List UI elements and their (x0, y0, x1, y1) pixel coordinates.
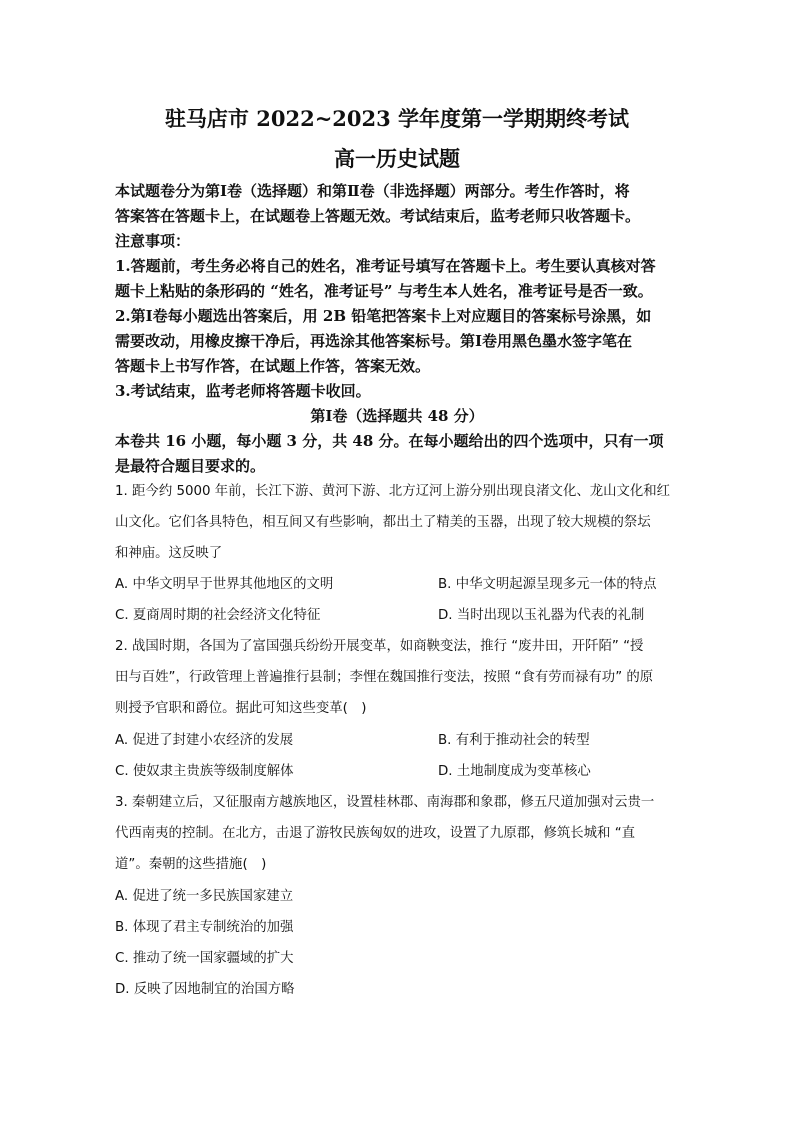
question-1-text: 山文化。它们各具特色，相互间又有些影响，都出土了精美的玉器，出现了较大规模的祭坛 (115, 515, 651, 530)
question-3-text: 3. 秦朝建立后，又征服南方越族地区，设置桂林郡、南海郡和象郡，修五尺道加强对云贵一 (115, 795, 655, 810)
section-desc: 是最符合题目要求的。 (115, 457, 266, 475)
notice-item: 3.考试结束，监考老师将答题卡收回。 (115, 382, 371, 400)
question-2-option-b[interactable]: B. 有利于推动社会的转型 (438, 733, 590, 748)
notice-heading: 注意事项： (115, 232, 191, 250)
section-desc: 本卷共 16 小题，每小题 3 分，共 48 分。在每小题给出的四个选项中，只有一项 (115, 432, 664, 450)
question-1-option-a[interactable]: A. 中华文明早于世界其他地区的文明 (115, 577, 334, 592)
notice-item: 1.答题前，考生务必将自己的姓名，准考证号填写在答题卡上。考生要认真核对答 (115, 257, 656, 275)
question-2-option-a[interactable]: A. 促进了封建小农经济的发展 (115, 733, 294, 748)
exam-title: 驻马店市 2022~2023 学年度第一学期期终考试 (164, 106, 630, 131)
question-1-text: 和神庙。这反映了 (115, 546, 223, 561)
question-3-option-a[interactable]: A. 促进了统一多民族国家建立 (115, 889, 294, 904)
question-1-option-d[interactable]: D. 当时出现以玉礼器为代表的礼制 (438, 608, 645, 623)
intro-line: 本试题卷分为第Ⅰ卷（选择题）和第Ⅱ卷（非选择题）两部分。考生作答时，将 (115, 182, 630, 200)
notice-item: 题卡上粘贴的条形码的 “姓名，准考证号” 与考生本人姓名，准考证号是否一致。 (115, 282, 653, 300)
question-1-option-b[interactable]: B. 中华文明起源呈现多元一体的特点 (438, 577, 657, 592)
exam-subtitle: 高一历史试题 (334, 146, 460, 171)
question-1-option-c[interactable]: C. 夏商周时期的社会经济文化特征 (115, 608, 321, 623)
question-3-option-c[interactable]: C. 推动了统一国家疆域的扩大 (115, 951, 294, 966)
question-2-text: 则授予官职和爵位。据此可知这些变革( ) (115, 701, 367, 716)
question-3-text: 代西南夷的控制。在北方，击退了游牧民族匈奴的进攻，设置了九原郡，修筑长城和 “直 (115, 826, 636, 841)
section-title: 第Ⅰ卷（选择题共 48 分） (310, 407, 484, 425)
notice-item: 需要改动，用橡皮擦干净后，再选涂其他答案标号。第Ⅰ卷用黑色墨水签字笔在 (115, 332, 633, 350)
question-3-option-d[interactable]: D. 反映了因地制宜的治国方略 (115, 982, 295, 997)
question-2-text: 2. 战国时期，各国为了富国强兵纷纷开展变革，如商鞅变法，推行 “废井田，开阡陌” “授 (115, 639, 644, 654)
question-1-text: 1. 距今约 5000 年前，长江下游、黄河下游、北方辽河上游分别出现良渚文化、龙山文化和红 (115, 484, 671, 499)
question-3-option-b[interactable]: B. 体现了君主专制统治的加强 (115, 920, 294, 935)
question-2-option-d[interactable]: D. 土地制度成为变革核心 (438, 764, 591, 779)
question-3-text: 道”。秦朝的这些措施( ) (115, 857, 267, 872)
intro-line: 答案答在答题卡上，在试题卷上答题无效。考试结束后，监考老师只收答题卡。 (115, 207, 641, 225)
question-2-option-c[interactable]: C. 使奴隶主贵族等级制度解体 (115, 764, 294, 779)
question-2-text: 田与百姓”，行政管理上普遍推行县制；李悝在魏国推行变法，按照 “食有劳而禄有功” 的原 (115, 670, 654, 685)
notice-item: 2.第Ⅰ卷每小题选出答案后，用 2B 铅笔把答案卡上对应题目的答案标号涂黑，如 (115, 307, 652, 325)
notice-item: 答题卡上书写作答，在试题上作答，答案无效。 (115, 357, 431, 375)
